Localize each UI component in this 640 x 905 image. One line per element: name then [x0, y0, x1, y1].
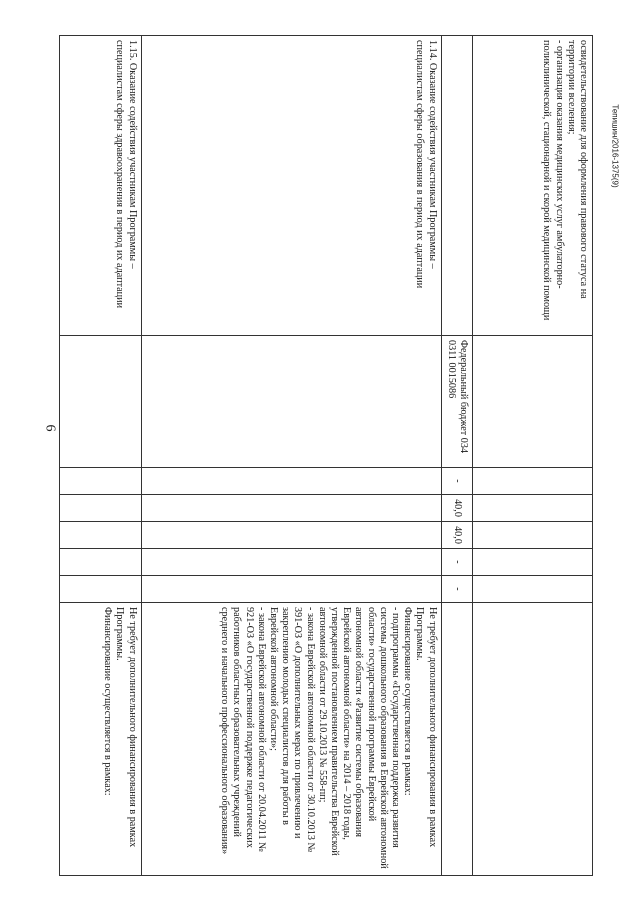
event-cell	[441, 36, 472, 336]
table-row	[473, 36, 593, 876]
value-cell	[141, 468, 441, 495]
table-row	[141, 36, 441, 876]
event-cell: 1.14. Оказание содействия участникам Программы – специалистам сферы образования в период их адаптации	[141, 36, 441, 336]
value-cell: -	[441, 576, 472, 603]
note-cell: Не требует дополнительного финансирования в рамках Программы. Финансирование осуществляется в рамках: - подпрограммы «Государственная поддержка развития системы дошкольного образования в Еврейской автономной области» государственной программы Еврейской автономной области «Развитие системы образования Еврейской автономной области» на 2014 – 2018 годы, утвержденной постановлением правительства Еврейской автономной области от 29.10.2013 № 558-пп; - закона Еврейской автономной области от 30.10.2013 № 391-ОЗ «О дополнительных мерах по привлечению и закреплению молодых специалистов для работы в Еврейской автономной области»; - закона Еврейской автономной области от 20.04.2011 № 921-ОЗ «О государственной поддержке педагогических работников областных образовательных учреждений среднего и начального профессионального образования»	[141, 603, 441, 876]
value-cell	[59, 549, 141, 576]
source-cell: Федеральный бюджет 034 0311 0015086	[441, 336, 472, 468]
value-cell	[473, 468, 593, 495]
source-cell	[59, 336, 141, 468]
document-code: Тепишин/2016-1375(9)	[610, 104, 620, 188]
value-cell	[141, 495, 441, 522]
value-cell	[141, 522, 441, 549]
value-cell	[473, 576, 593, 603]
value-cell	[59, 576, 141, 603]
note-cell: Не требует дополнительного финансирования в рамках Программы. Финансирование осуществляется в рамках:	[59, 603, 141, 876]
note-cell	[441, 603, 472, 876]
table-row	[59, 36, 141, 876]
page-number: 6	[42, 424, 58, 432]
value-cell	[141, 576, 441, 603]
source-cell	[141, 336, 441, 468]
value-cell	[473, 549, 593, 576]
program-table	[63, 35, 593, 875]
value-cell: -	[441, 468, 472, 495]
table-row	[441, 36, 472, 876]
value-cell	[473, 495, 593, 522]
value-cell	[141, 549, 441, 576]
value-cell: 40,0	[441, 522, 472, 549]
event-cell: освидетельствование для оформления правового статуса на территории вселения; - организация оказания медицинских услуг амбулаторно-поликлинической, стационарной и скорой медицинской помощи	[473, 36, 593, 336]
value-cell	[473, 522, 593, 549]
document-rotated-area	[63, 35, 593, 875]
value-cell	[59, 468, 141, 495]
value-cell: -	[441, 549, 472, 576]
event-cell: 1.15. Оказание содействия участникам Программы – специалистам сферы здравоохранения в период их адаптации	[59, 36, 141, 336]
note-cell	[473, 603, 593, 876]
value-cell	[59, 522, 141, 549]
source-cell	[473, 336, 593, 468]
value-cell	[59, 495, 141, 522]
value-cell: 40,0	[441, 495, 472, 522]
